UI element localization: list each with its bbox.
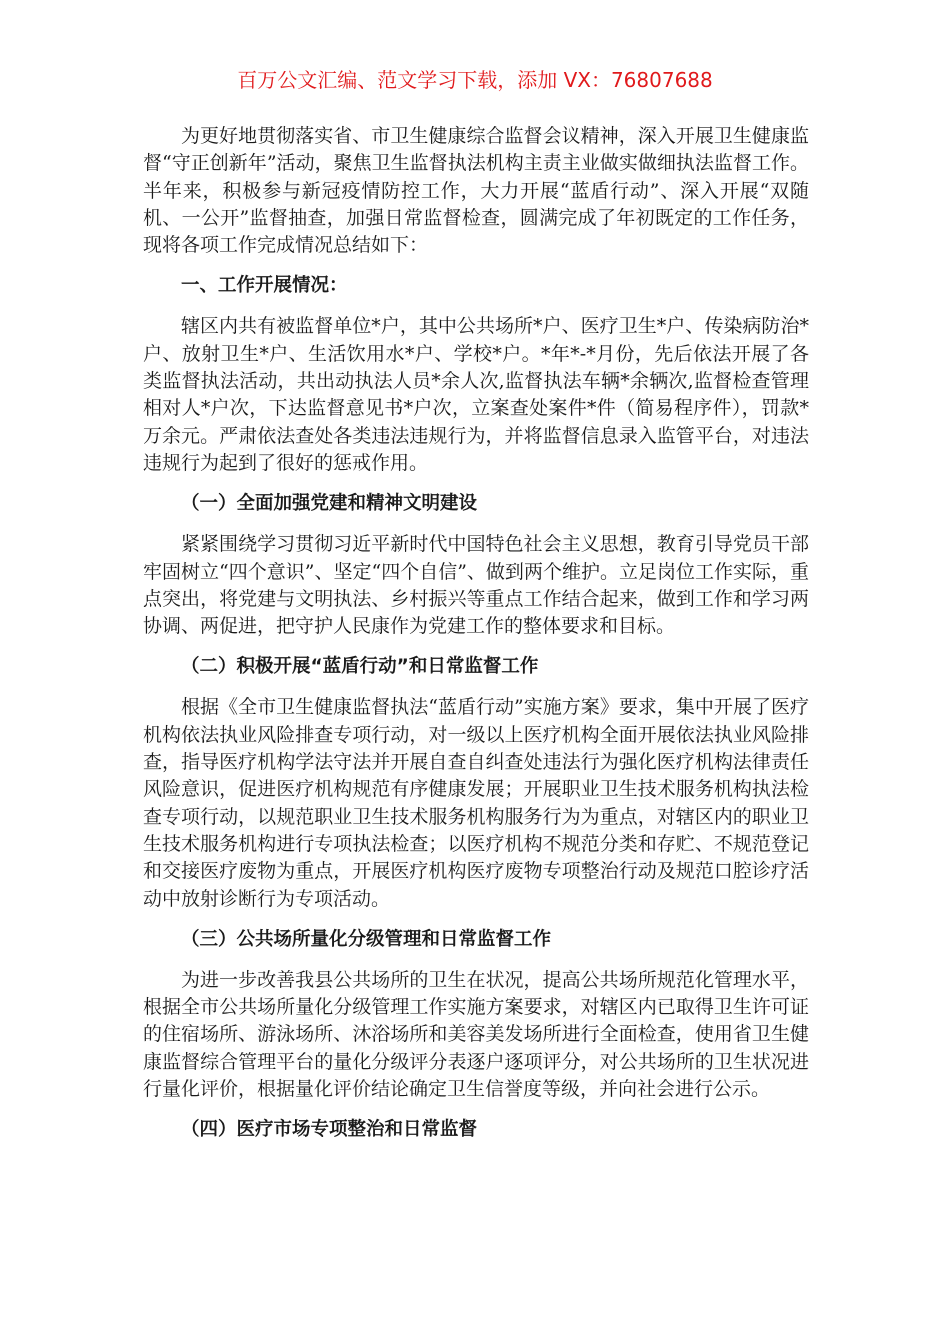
section-paragraph-work-status: 辖区内共有被监督单位*户，其中公共场所*户、医疗卫生*户、传染病防治*户、放射卫生*户、生活饮用水*户、学校*户。*年*-*月份，先后依法开展了各类监督执法活动，共出动执法人员*余人次,监督执法车辆*余辆次,监督检查管理相对人*户次，下达监督意见书*户次，立案查处案件*件（简易程序件），罚款*万余元。严肃依法查处各类违法违规行为，并将监督信息录入监管平台，对违法违规行为起到了很好的惩戒作用。 [143,315,809,474]
subsection-heading-medical-market: （四）医疗市场专项整治和日常监督 [181,1119,478,1141]
subsection-heading-public-places: （三）公共场所量化分级管理和日常监督工作 [181,928,552,950]
subsection-paragraph-blue-shield: 根据《全市卫生健康监督执法“蓝盾行动”实施方案》要求，集中开展了医疗机构依法执业风险排查专项行动，对一级以上医疗机构全面开展依法执业风险排查，指导医疗机构学法守法并开展自查自纠查处违法行为强化医疗机构法律责任风险意识，促进医疗机构规范有序健康发展；开展职业卫生技术服务机构执法检查专项行动，以规范职业卫生技术服务机构服务行为为重点，对辖区内的职业卫生技术服务机构进行专项执法检查；以医疗机构不规范分类和存贮、不规范登记和交接医疗废物为重点，开展医疗机构医疗废物专项整治行动及规范口腔诊疗活动中放射诊断行为专项活动。 [143,696,809,910]
document-body [143,123,809,1143]
subsection-paragraph-public-places: 为进一步改善我县公共场所的卫生在状况，提高公共场所规范化管理水平，根据全市公共场所量化分级管理工作实施方案要求，对辖区内已取得卫生许可证的住宿场所、游泳场所、沐浴场所和美容美发场所进行全面检查，使用省卫生健康监督综合管理平台的量化分级评分表逐户逐项评分，对公共场所的卫生状况进行量化评价，根据量化评价结论确定卫生信誉度等级，并向社会进行公示。 [143,968,809,1101]
subsection-heading-blue-shield: （二）积极开展“蓝盾行动”和日常监督工作 [181,656,539,678]
subsection-paragraph-party-building: 紧紧围绕学习贯彻习近平新时代中国特色社会主义思想，教育引导党员干部牢固树立“四个意识”、坚定“四个自信”、做到两个维护。立足岗位工作实际，重点突出，将党建与文明执法、乡村振兴等重点工作结合起来，做到工作和学习两协调、两促进，把守护人民康作为党建工作的整体要求和目标。 [143,533,809,638]
intro-paragraph: 为更好地贯彻落实省、市卫生健康综合监督会议精神，深入开展卫生健康监督“守正创新年”活动，聚焦卫生监督执法机构主责主业做实做细执法监督工作。半年来，积极参与新冠疫情防控工作，大力开展“蓝盾行动”、深入开展“双随机、一公开”监督抽查，加强日常监督检查，圆满完成了年初既定的工作任务，现将各项工作完成情况总结如下： [143,125,809,257]
section-heading-work-status: 一、工作开展情况： [181,275,348,297]
header-banner: 百万公文汇编、范文学习下载，添加 VX：76807688 [237,68,713,92]
subsection-heading-party-building: （一）全面加强党建和精神文明建设 [181,493,478,515]
